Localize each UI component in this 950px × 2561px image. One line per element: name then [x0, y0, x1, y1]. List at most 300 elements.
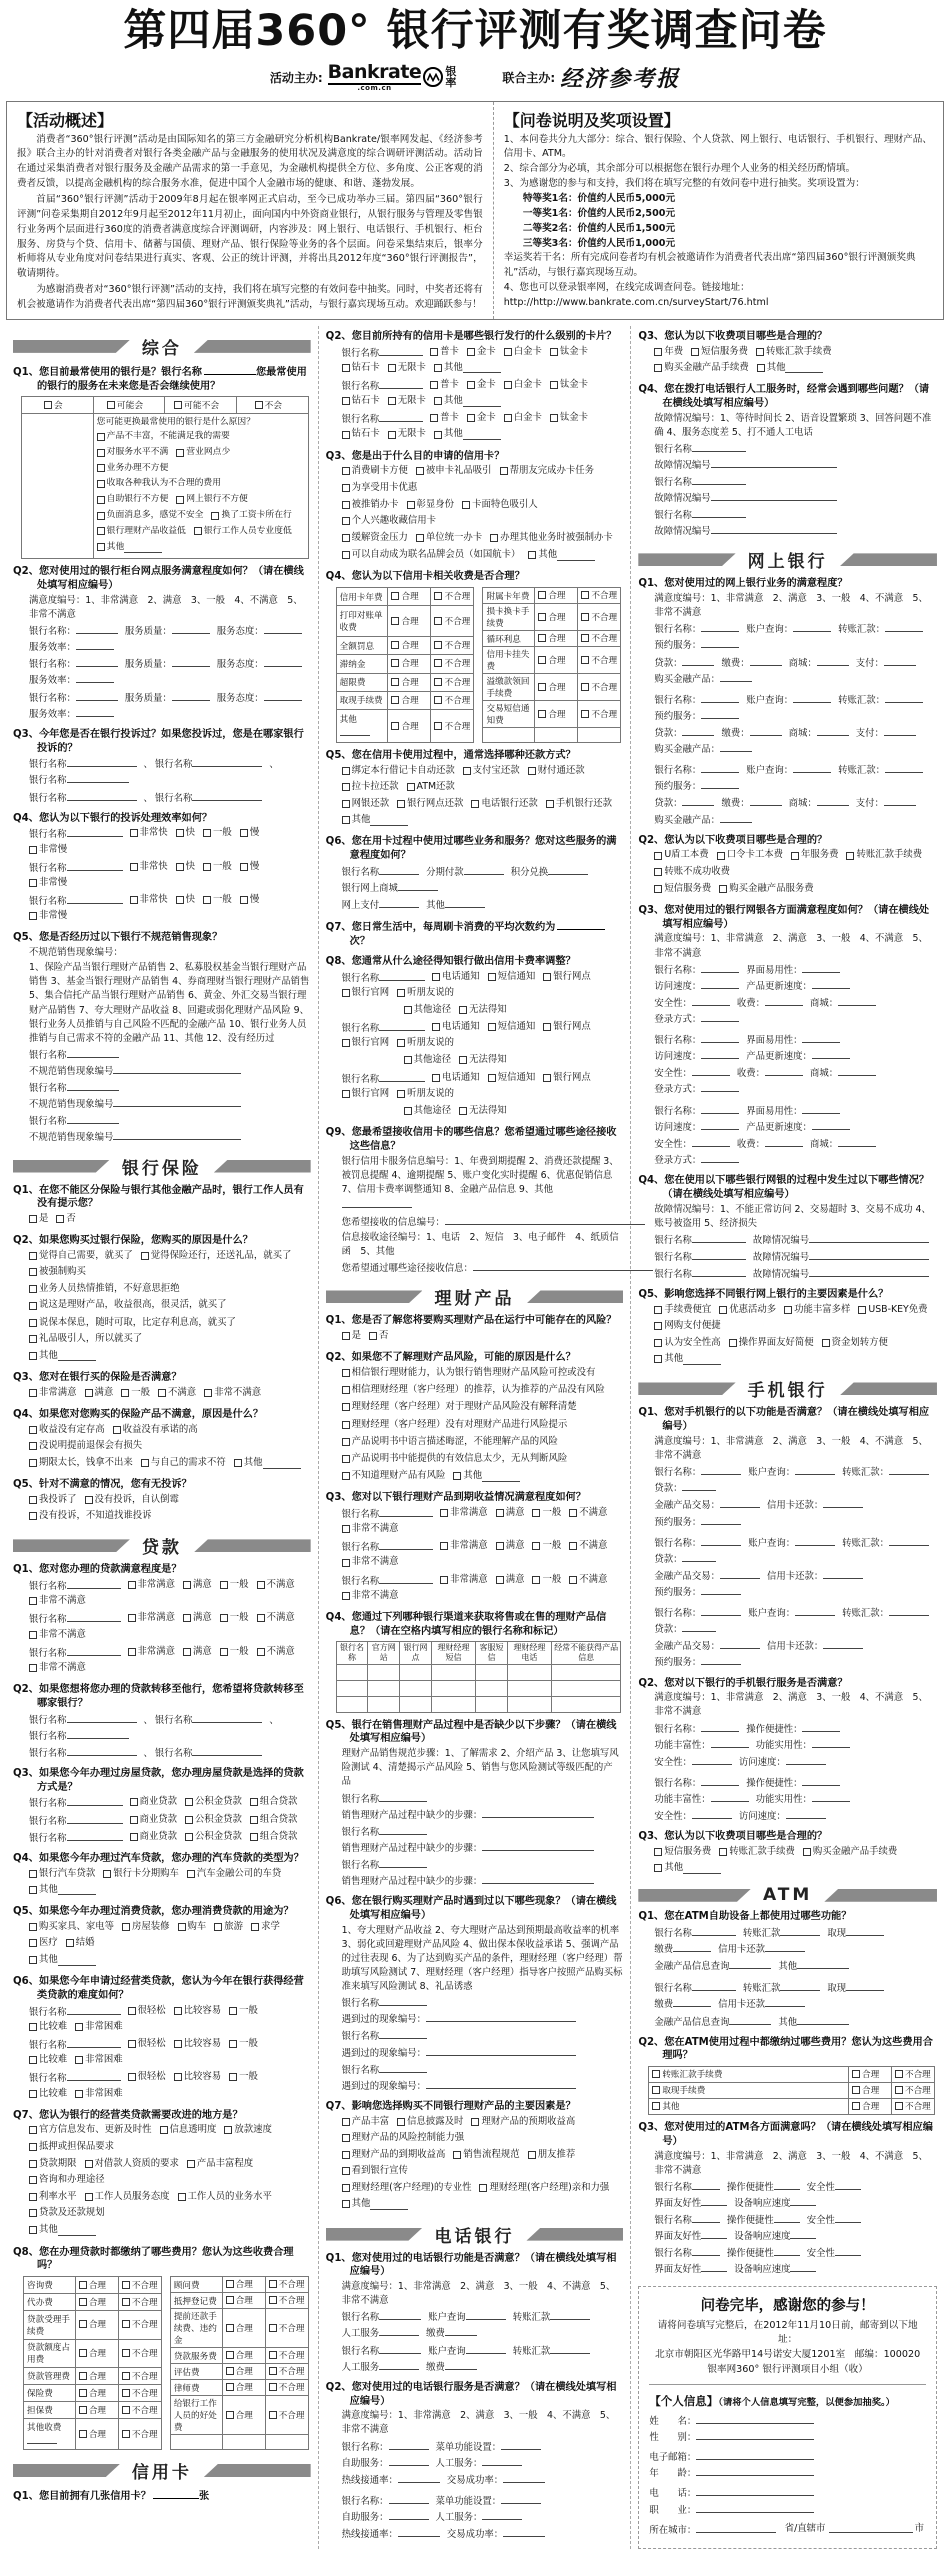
checkbox-option[interactable] — [654, 345, 683, 359]
checkbox-option[interactable] — [174, 2037, 222, 2051]
fill-in-blank[interactable] — [812, 1791, 850, 1802]
fill-in-blank[interactable] — [76, 623, 118, 634]
fill-in-blank[interactable] — [673, 1996, 711, 2007]
checkbox-option[interactable] — [185, 1813, 242, 1827]
fill-in-blank[interactable] — [379, 1506, 433, 1517]
fill-in-blank[interactable] — [379, 2343, 421, 2354]
fill-in-blank[interactable] — [379, 1791, 427, 1802]
checkbox-option[interactable] — [29, 1349, 96, 1363]
checkbox-option[interactable] — [462, 498, 538, 512]
checkbox-option[interactable] — [29, 1920, 114, 1934]
fill-in-blank[interactable] — [884, 655, 916, 666]
fill-in-blank[interactable] — [838, 995, 876, 1006]
checkbox-option[interactable] — [220, 1578, 249, 1592]
checkbox-option[interactable] — [654, 1352, 721, 1366]
checkbox-option[interactable] — [397, 1087, 454, 1101]
fill-in-blank[interactable] — [426, 2078, 576, 2089]
checkbox-option[interactable] — [226, 2322, 253, 2334]
checkbox-option[interactable] — [434, 676, 470, 688]
fill-in-blank[interactable] — [802, 1103, 840, 1114]
checkbox-option[interactable] — [757, 361, 824, 375]
checkbox-option[interactable] — [79, 2279, 106, 2291]
checkbox-option[interactable] — [176, 446, 230, 459]
fill-in-blank[interactable] — [67, 772, 129, 783]
checkbox-option[interactable] — [852, 2084, 879, 2096]
fill-in-blank[interactable] — [846, 1980, 884, 1991]
checkbox-option[interactable] — [128, 2004, 166, 2018]
checkbox-option[interactable] — [652, 2068, 722, 2080]
checkbox-option[interactable] — [128, 1645, 176, 1659]
grid-entry-cell[interactable] — [336, 1696, 368, 1712]
checkbox-option[interactable] — [130, 1813, 178, 1827]
fill-in-blank[interactable] — [802, 1721, 840, 1732]
fill-in-blank[interactable] — [503, 2526, 545, 2537]
checkbox-option[interactable] — [538, 654, 565, 666]
checkbox-option[interactable] — [391, 720, 418, 732]
checkbox-option[interactable] — [29, 1628, 86, 1642]
fill-in-blank[interactable] — [263, 1458, 301, 1469]
checkbox-option[interactable] — [269, 2409, 305, 2421]
grid-entry-cell[interactable] — [368, 1696, 400, 1712]
fill-in-blank[interactable] — [696, 2485, 814, 2496]
checkbox-option[interactable] — [342, 1400, 577, 1414]
fill-in-blank[interactable] — [67, 1578, 121, 1589]
checkbox-option[interactable] — [85, 2157, 179, 2171]
fill-in-blank[interactable] — [172, 690, 210, 701]
checkbox-option[interactable] — [229, 2037, 258, 2051]
checkbox-option[interactable] — [29, 909, 67, 923]
checkbox-option[interactable] — [79, 2370, 106, 2382]
checkbox-option[interactable] — [176, 893, 195, 907]
checkbox-option[interactable] — [342, 2197, 409, 2211]
fill-in-blank[interactable] — [774, 2179, 800, 2190]
checkbox-option[interactable] — [29, 1936, 58, 1950]
fill-in-blank[interactable] — [445, 1214, 645, 1225]
fill-in-blank[interactable] — [76, 672, 114, 683]
checkbox-option[interactable] — [432, 1020, 480, 1034]
fill-in-blank[interactable] — [682, 725, 714, 736]
fill-in-blank[interactable] — [682, 1551, 716, 1562]
fill-in-blank[interactable] — [701, 1654, 741, 1665]
fill-in-blank[interactable] — [765, 1941, 805, 1952]
fill-in-blank[interactable] — [204, 364, 256, 375]
checkbox-option[interactable] — [128, 1611, 176, 1625]
fill-in-blank[interactable] — [58, 1955, 96, 1966]
fill-in-blank[interactable] — [790, 2228, 816, 2239]
checkbox-option[interactable] — [29, 2053, 67, 2067]
checkbox-option[interactable] — [29, 1423, 105, 1437]
fill-in-blank[interactable] — [701, 1103, 739, 1114]
fill-in-blank[interactable] — [550, 2343, 590, 2354]
fill-in-blank[interactable] — [765, 1065, 803, 1076]
checkbox-option[interactable] — [97, 462, 169, 475]
fill-in-blank[interactable] — [482, 1873, 594, 1884]
checkbox-option[interactable] — [463, 764, 520, 778]
grid-entry-cell[interactable] — [400, 1696, 432, 1712]
fill-in-blank[interactable] — [379, 2309, 421, 2320]
fill-in-blank[interactable] — [838, 1136, 876, 1147]
grid-entry-cell[interactable] — [476, 1680, 508, 1696]
fill-in-blank[interactable] — [692, 441, 746, 452]
checkbox-option[interactable] — [388, 394, 426, 408]
grid-entry-cell[interactable] — [336, 1664, 368, 1680]
fill-in-blank[interactable] — [765, 1136, 803, 1147]
grid-entry-cell[interactable] — [368, 1680, 400, 1696]
checkbox-option[interactable] — [500, 464, 594, 478]
checkbox-option[interactable] — [895, 2068, 931, 2080]
grid-entry-cell[interactable] — [552, 1696, 621, 1712]
checkbox-option[interactable] — [496, 1539, 525, 1553]
checkbox-option[interactable] — [581, 611, 617, 623]
checkbox-option[interactable] — [504, 411, 542, 425]
fill-in-blank[interactable] — [76, 690, 118, 701]
checkbox-option[interactable] — [467, 411, 496, 425]
fill-in-blank[interactable] — [701, 1514, 741, 1525]
fill-in-blank[interactable] — [58, 1350, 96, 1361]
fill-in-blank[interactable] — [153, 2488, 199, 2499]
checkbox-option[interactable] — [203, 826, 232, 840]
checkbox-option[interactable] — [342, 361, 380, 375]
checkbox-option[interactable] — [581, 632, 617, 644]
checkbox-option[interactable] — [391, 639, 418, 651]
fill-in-blank[interactable] — [379, 2062, 427, 2073]
fill-in-blank[interactable] — [113, 1129, 241, 1140]
fill-in-blank[interactable] — [682, 1621, 716, 1632]
checkbox-option[interactable] — [44, 398, 63, 411]
checkbox-option[interactable] — [342, 531, 408, 545]
fill-in-blank[interactable] — [780, 1980, 820, 1991]
fill-in-blank[interactable] — [701, 1032, 739, 1043]
checkbox-option[interactable] — [496, 1506, 525, 1520]
checkbox-option[interactable] — [543, 970, 591, 984]
checkbox-option[interactable] — [654, 882, 711, 896]
checkbox-option[interactable] — [654, 1861, 721, 1875]
checkbox-option[interactable] — [434, 615, 470, 627]
fill-in-blank[interactable] — [683, 1863, 721, 1874]
fill-in-blank[interactable] — [473, 1260, 653, 1271]
fill-in-blank[interactable] — [701, 2261, 727, 2272]
fill-in-blank[interactable] — [192, 1745, 262, 1756]
checkbox-option[interactable] — [440, 1573, 488, 1587]
fill-in-blank[interactable] — [67, 860, 123, 871]
fill-in-blank[interactable] — [482, 2509, 522, 2520]
fill-in-blank[interactable] — [192, 790, 262, 801]
checkbox-option[interactable] — [204, 1386, 261, 1400]
fill-in-blank[interactable] — [192, 1712, 262, 1723]
checkbox-option[interactable] — [79, 2387, 106, 2399]
checkbox-option[interactable] — [581, 654, 617, 666]
checkbox-option[interactable] — [654, 1845, 711, 1859]
fill-in-blank[interactable] — [76, 706, 114, 717]
checkbox-option[interactable] — [652, 2084, 705, 2096]
checkbox-option[interactable] — [75, 2087, 123, 2101]
checkbox-option[interactable] — [397, 2115, 463, 2129]
checkbox-option[interactable] — [440, 1506, 488, 1520]
checkbox-option[interactable] — [203, 860, 232, 874]
checkbox-option[interactable] — [342, 2148, 446, 2162]
fill-in-blank[interactable] — [342, 1197, 412, 1208]
fill-in-blank[interactable] — [696, 2429, 814, 2440]
checkbox-option[interactable] — [729, 1336, 814, 1350]
checkbox-option[interactable] — [895, 2084, 931, 2096]
checkbox-option[interactable] — [97, 493, 169, 506]
checkbox-option[interactable] — [459, 1003, 507, 1017]
fill-in-blank[interactable] — [785, 362, 823, 373]
fill-in-blank[interactable] — [720, 1497, 760, 1508]
checkbox-option[interactable] — [29, 1661, 86, 1675]
checkbox-option[interactable] — [342, 764, 455, 778]
checkbox-option[interactable] — [803, 1845, 897, 1859]
checkbox-option[interactable] — [397, 986, 454, 1000]
checkbox-option[interactable] — [66, 1936, 95, 1950]
fill-in-blank[interactable] — [264, 623, 302, 634]
checkbox-option[interactable] — [434, 394, 501, 408]
fill-in-blank[interactable] — [793, 692, 831, 703]
checkbox-option[interactable] — [434, 657, 470, 669]
checkbox-option[interactable] — [97, 541, 163, 554]
checkbox-option[interactable] — [183, 1578, 212, 1592]
checkbox-option[interactable] — [255, 398, 283, 411]
fill-in-blank[interactable] — [682, 1480, 716, 1491]
checkbox-option[interactable] — [459, 1104, 507, 1118]
checkbox-option[interactable] — [160, 2123, 217, 2137]
fill-in-blank[interactable] — [701, 1464, 741, 1475]
fill-in-blank[interactable] — [720, 741, 752, 752]
checkbox-option[interactable] — [113, 1423, 198, 1437]
grid-entry-cell[interactable] — [336, 1680, 368, 1696]
checkbox-option[interactable] — [543, 1071, 591, 1085]
checkbox-option[interactable] — [85, 1493, 179, 1507]
checkbox-option[interactable] — [532, 1506, 561, 1520]
checkbox-option[interactable] — [75, 2053, 123, 2067]
fill-in-blank[interactable] — [823, 1638, 863, 1649]
fill-in-blank[interactable] — [790, 2261, 816, 2272]
fill-in-blank[interactable] — [692, 474, 746, 485]
fill-in-blank[interactable] — [482, 1807, 594, 1818]
fill-in-blank[interactable] — [682, 655, 714, 666]
checkbox-option[interactable] — [130, 893, 168, 907]
checkbox-option[interactable] — [269, 2365, 305, 2377]
checkbox-option[interactable] — [269, 2294, 305, 2306]
checkbox-option[interactable] — [391, 676, 418, 688]
checkbox-option[interactable] — [342, 1522, 399, 1536]
checkbox-option[interactable] — [490, 531, 613, 545]
checkbox-option[interactable] — [226, 2294, 253, 2306]
checkbox-option[interactable] — [784, 1303, 850, 1317]
checkbox-option[interactable] — [56, 1212, 75, 1226]
fill-in-blank[interactable] — [379, 1857, 427, 1868]
checkbox-option[interactable] — [130, 1795, 178, 1809]
checkbox-option[interactable] — [342, 481, 418, 495]
fill-in-blank[interactable] — [67, 1795, 123, 1806]
fill-in-blank[interactable] — [67, 1813, 123, 1824]
checkbox-option[interactable] — [29, 2140, 114, 2154]
checkbox-option[interactable] — [342, 797, 390, 811]
checkbox-option[interactable] — [342, 1087, 390, 1101]
fill-in-blank[interactable] — [846, 1925, 884, 1936]
checkbox-option[interactable] — [29, 2206, 105, 2220]
checkbox-option[interactable] — [158, 1386, 196, 1400]
grid-entry-cell[interactable] — [476, 1664, 508, 1680]
fill-in-blank[interactable] — [67, 2070, 121, 2081]
checkbox-option[interactable] — [581, 681, 617, 693]
fill-in-blank[interactable] — [701, 1048, 739, 1059]
fill-in-blank[interactable] — [503, 2472, 545, 2483]
checkbox-option[interactable] — [128, 2070, 166, 2084]
fill-in-blank[interactable] — [692, 995, 730, 1006]
checkbox-option[interactable] — [183, 1611, 212, 1625]
fill-in-blank[interactable] — [692, 2212, 720, 2223]
checkbox-option[interactable] — [459, 1053, 507, 1067]
checkbox-option[interactable] — [416, 464, 492, 478]
checkbox-option[interactable] — [528, 548, 595, 562]
checkbox-option[interactable] — [404, 1053, 452, 1067]
fill-in-blank[interactable] — [379, 2028, 427, 2039]
fill-in-blank[interactable] — [701, 1605, 741, 1616]
fill-in-blank[interactable] — [774, 2245, 800, 2256]
checkbox-option[interactable] — [122, 2296, 158, 2308]
checkbox-option[interactable] — [178, 2190, 272, 2204]
fill-in-blank[interactable] — [557, 919, 605, 930]
checkbox-option[interactable] — [185, 1795, 242, 1809]
fill-in-blank[interactable] — [67, 756, 137, 767]
checkbox-option[interactable] — [532, 1573, 561, 1587]
checkbox-option[interactable] — [434, 720, 470, 732]
fill-in-blank[interactable] — [750, 655, 782, 666]
checkbox-option[interactable] — [342, 514, 436, 528]
checkbox-option[interactable] — [224, 2123, 272, 2137]
checkbox-option[interactable] — [185, 1830, 242, 1844]
checkbox-option[interactable] — [214, 1920, 243, 1934]
checkbox-option[interactable] — [550, 411, 588, 425]
fill-in-blank[interactable] — [795, 1535, 835, 1546]
fill-in-blank[interactable] — [67, 1728, 129, 1739]
checkbox-option[interactable] — [538, 681, 565, 693]
checkbox-option[interactable] — [269, 2349, 305, 2361]
fill-in-blank[interactable] — [889, 1535, 929, 1546]
fill-in-blank[interactable] — [750, 725, 782, 736]
fill-in-blank[interactable] — [711, 523, 837, 534]
fill-in-blank[interactable] — [76, 639, 114, 650]
checkbox-option[interactable] — [538, 708, 565, 720]
checkbox-option[interactable] — [342, 1036, 390, 1050]
checkbox-option[interactable] — [29, 1953, 96, 1967]
checkbox-option[interactable] — [504, 378, 542, 392]
checkbox-option[interactable] — [128, 1578, 176, 1592]
checkbox-option[interactable] — [342, 1435, 558, 1449]
checkbox-option[interactable] — [654, 1319, 720, 1333]
checkbox-option[interactable] — [79, 2428, 106, 2440]
fill-in-blank[interactable] — [692, 1980, 736, 1991]
checkbox-option[interactable] — [453, 2148, 519, 2162]
fill-in-blank[interactable] — [67, 1611, 121, 1622]
fill-in-blank[interactable] — [889, 1464, 929, 1475]
fill-in-blank[interactable] — [398, 880, 438, 891]
fill-in-blank[interactable] — [720, 1568, 760, 1579]
checkbox-option[interactable] — [29, 1456, 133, 1470]
checkbox-option[interactable] — [79, 2404, 106, 2416]
checkbox-option[interactable] — [97, 477, 221, 490]
checkbox-option[interactable] — [220, 1611, 249, 1625]
checkbox-option[interactable] — [122, 1920, 170, 1934]
checkbox-option[interactable] — [691, 345, 748, 359]
fill-in-blank[interactable] — [172, 656, 210, 667]
checkbox-option[interactable] — [342, 548, 521, 562]
checkbox-option[interactable] — [528, 764, 585, 778]
checkbox-option[interactable] — [29, 1867, 95, 1881]
fill-in-blank[interactable] — [809, 1232, 929, 1243]
grid-entry-cell[interactable] — [400, 1680, 432, 1696]
fill-in-blank[interactable] — [696, 2449, 814, 2460]
checkbox-option[interactable] — [122, 2404, 158, 2416]
checkbox-option[interactable] — [257, 1578, 295, 1592]
grid-entry-cell[interactable] — [552, 1664, 621, 1680]
checkbox-option[interactable] — [550, 378, 588, 392]
checkbox-option[interactable] — [29, 2020, 67, 2034]
checkbox-option[interactable] — [407, 780, 455, 794]
checkbox-option[interactable] — [103, 1867, 179, 1881]
fill-in-blank[interactable] — [264, 656, 302, 667]
checkbox-option[interactable] — [791, 848, 839, 862]
fill-in-blank[interactable] — [802, 962, 840, 973]
checkbox-option[interactable] — [404, 1104, 452, 1118]
fill-in-blank[interactable] — [823, 1568, 863, 1579]
fill-in-blank[interactable] — [701, 1152, 739, 1163]
fill-in-blank[interactable] — [398, 2472, 440, 2483]
checkbox-option[interactable] — [397, 1036, 454, 1050]
fill-in-blank[interactable] — [379, 1995, 427, 2006]
checkbox-option[interactable] — [342, 498, 399, 512]
checkbox-option[interactable] — [220, 1645, 249, 1659]
checkbox-option[interactable] — [29, 1509, 152, 1523]
fill-in-blank[interactable] — [692, 1808, 732, 1819]
fill-in-blank[interactable] — [885, 762, 923, 773]
fill-in-blank[interactable] — [711, 1791, 749, 1802]
fill-in-blank[interactable] — [692, 1136, 730, 1147]
fill-in-blank[interactable] — [445, 2359, 477, 2370]
fill-in-blank[interactable] — [501, 2439, 541, 2450]
checkbox-option[interactable] — [434, 427, 501, 441]
checkbox-option[interactable] — [391, 657, 418, 669]
checkbox-option[interactable] — [434, 590, 470, 602]
checkbox-option[interactable] — [122, 2279, 158, 2291]
checkbox-option[interactable] — [496, 1573, 525, 1587]
grid-entry-cell[interactable] — [431, 1696, 475, 1712]
checkbox-option[interactable] — [430, 378, 459, 392]
grid-entry-cell[interactable] — [552, 1680, 621, 1696]
fill-in-blank[interactable] — [835, 2212, 861, 2223]
checkbox-option[interactable] — [852, 2100, 879, 2112]
checkbox-option[interactable] — [467, 378, 496, 392]
checkbox-option[interactable] — [29, 1493, 77, 1507]
checkbox-option[interactable] — [29, 1316, 236, 1330]
checkbox-option[interactable] — [756, 345, 832, 359]
fill-in-blank[interactable] — [463, 429, 501, 440]
checkbox-option[interactable] — [342, 464, 408, 478]
fill-in-blank[interactable] — [720, 812, 752, 823]
checkbox-option[interactable] — [342, 1366, 596, 1380]
checkbox-option[interactable] — [846, 848, 922, 862]
fill-in-blank[interactable] — [729, 2014, 771, 2025]
fill-in-blank[interactable] — [692, 2245, 720, 2256]
fill-in-blank[interactable] — [445, 897, 485, 908]
checkbox-option[interactable] — [122, 2318, 158, 2330]
fill-in-blank[interactable] — [379, 1539, 433, 1550]
checkbox-option[interactable] — [488, 970, 536, 984]
fill-in-blank[interactable] — [701, 1584, 741, 1595]
fill-in-blank[interactable] — [67, 790, 137, 801]
fill-in-blank[interactable] — [750, 795, 782, 806]
